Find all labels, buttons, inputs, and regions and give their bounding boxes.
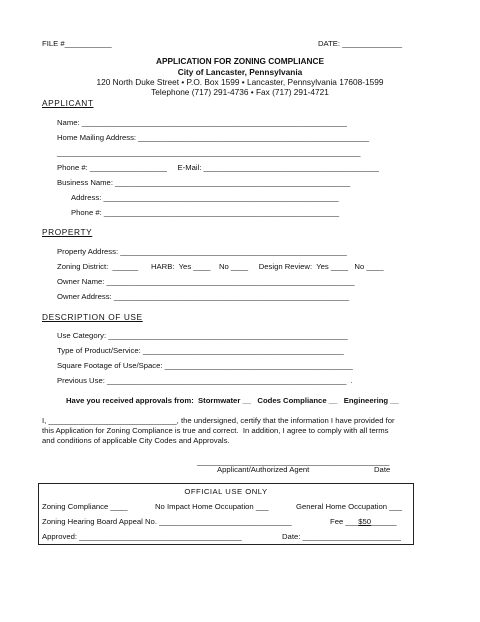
city-address: 120 North Duke Street • P.O. Box 1599 • Lancaster, Pennsylvania 17608-1599 [96, 77, 384, 87]
home-address-line2-field[interactable]: _______________________________________________________________________ [57, 148, 361, 157]
applicant-name-field[interactable]: Name: ______________________________________________________________ [57, 118, 347, 127]
home-address-field[interactable]: Home Mailing Address: ______________________________________________________ [57, 133, 370, 142]
business-phone-field[interactable]: Phone #: _______________________________________________________ [71, 208, 340, 217]
approved-date-field[interactable]: Date: _______________________ [282, 532, 401, 541]
section-heading-property: PROPERTY [42, 227, 93, 237]
certification-line-3: and conditions of applicable City Codes and Approvals. [42, 436, 230, 445]
section-heading-applicant: APPLICANT [42, 98, 94, 108]
fee-value: $50 [358, 517, 372, 526]
use-category-field[interactable]: Use Category: ________________________________________________________ [57, 331, 348, 340]
previous-use-field[interactable]: Previous Use: ________________________________________________________ . [57, 376, 353, 385]
approvals-question[interactable]: Have you received approvals from: Stormwater __ Codes Compliance __ Engineering __ [66, 396, 399, 405]
phone-email-field[interactable]: Phone #: __________________ E-Mail: _________________________________________ [57, 163, 379, 172]
zoning-compliance-field[interactable]: Zoning Compliance ____ [42, 502, 128, 511]
general-home-occupation-field[interactable]: General Home Occupation ___ [296, 502, 402, 511]
certification-line-2: this Application for Zoning Compliance is true and correct. In addition, I agree to comply with all terms [42, 426, 389, 435]
owner-name-field[interactable]: Owner Name: __________________________________________________________ [57, 277, 355, 286]
product-service-field[interactable]: Type of Product/Service: _______________________________________________ [57, 346, 344, 355]
hearing-board-appeal-field[interactable]: Zoning Hearing Board Appeal No. _______________________________ [42, 517, 292, 526]
applicant-agent-label: Applicant/Authorized Agent [217, 465, 310, 474]
city-name: City of Lancaster, Pennsylvania [177, 67, 303, 77]
section-heading-description: DESCRIPTION OF USE [42, 312, 143, 322]
business-address-field[interactable]: Address: _______________________________________________________ [71, 193, 339, 202]
fee-label: Fee ___ [330, 517, 359, 526]
fee-field[interactable] [330, 517, 397, 526]
approved-field[interactable]: Approved: ______________________________________ [42, 532, 242, 541]
fee-blank: ______ [371, 517, 397, 526]
signature-line[interactable]: _____________________________________________ [197, 457, 390, 466]
owner-address-field[interactable]: Owner Address: _______________________________________________________ [57, 292, 349, 301]
property-address-field[interactable]: Property Address: _____________________________________________________ [57, 247, 347, 256]
signature-date-label: Date [374, 465, 391, 474]
no-impact-occupation-field[interactable]: No Impact Home Occupation ___ [155, 502, 269, 511]
business-name-field[interactable]: Business Name: _______________________________________________________ [57, 178, 351, 187]
form-title: APPLICATION FOR ZONING COMPLIANCE [155, 56, 325, 66]
zoning-district-row[interactable]: Zoning District: ______ HARB: Yes ____ No ____ Design Review: Yes ____ No ____ [57, 262, 384, 271]
certification-line-1[interactable]: I, ______________________________, the undersigned, certify that the information I have provided for [42, 416, 395, 425]
square-footage-field[interactable]: Square Footage of Use/Space: ____________________________________________ [57, 361, 353, 370]
official-use-heading: OFFICIAL USE ONLY [184, 487, 268, 496]
city-phone-fax: Telephone (717) 291-4736 • Fax (717) 291-4721 [151, 87, 329, 97]
file-number-field[interactable]: FILE #___________ [42, 39, 112, 48]
date-field[interactable]: DATE: ______________ [318, 39, 403, 48]
